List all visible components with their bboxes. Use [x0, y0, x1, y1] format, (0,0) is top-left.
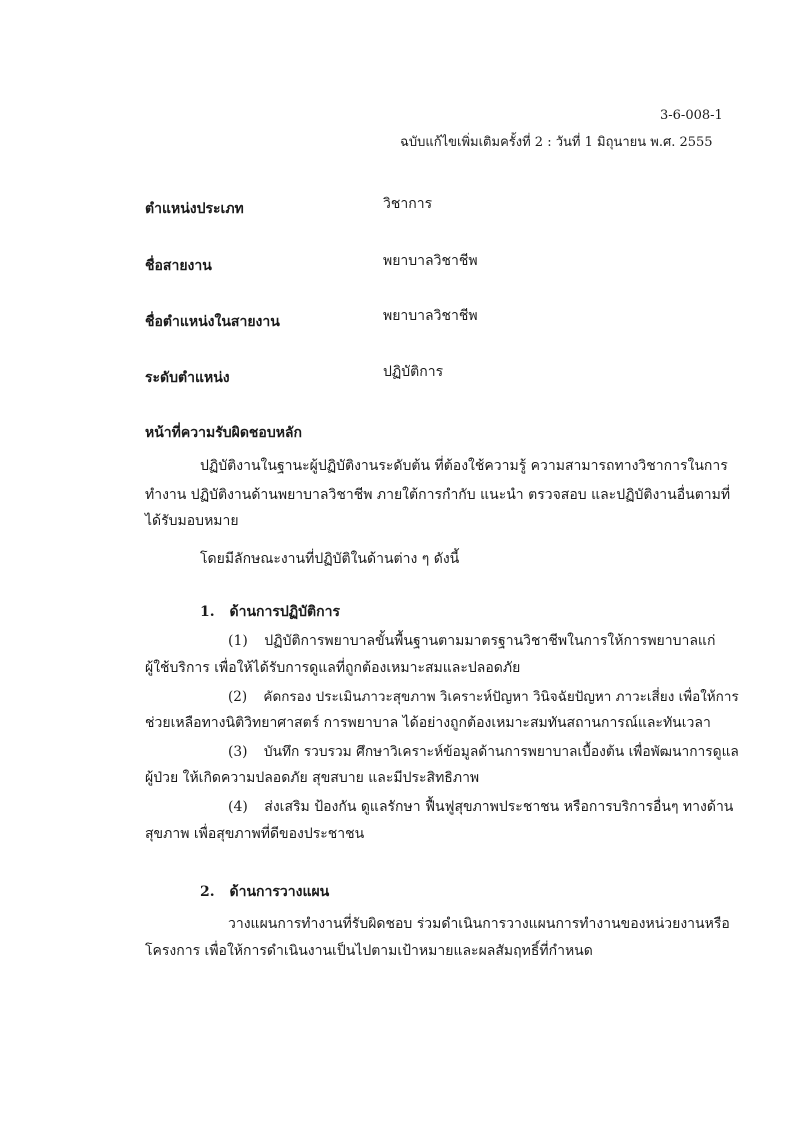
section-2-rest: โครงการ เพื่อให้การดำเนินงานเป็นไปตามเป้าหมายและผลสัมฤทธิ์ที่กำหนด — [145, 943, 593, 959]
item-3-text: บันทึก รวบรวม ศึกษาวิเคราะห์ข้อมูลด้านการพยาบาลเบื้องต้น เพื่อพัฒนาการดูแล — [263, 744, 739, 760]
section-1-heading — [200, 600, 340, 624]
item-2-number: (2) — [228, 689, 248, 705]
field-label-position-title: ชื่อตำแหน่งในสายงาน — [145, 314, 280, 330]
item-3-number: (3) — [228, 744, 248, 760]
item-4-rest: สุขภาพ เพื่อสุขภาพที่ดีของประชาชน — [145, 826, 365, 842]
field-value-position-title: พยาบาลวิชาชีพ — [383, 308, 478, 324]
section-1-title: ด้านการปฏิบัติการ — [229, 604, 341, 620]
section-2-title: ด้านการวางแผน — [229, 884, 330, 900]
document-code: 3-6-008-1 — [660, 108, 723, 123]
intro-line-2: ทำงาน ปฏิบัติงานด้านพยาบาลวิชาชีพ ภายใต้การกำกับ แนะนำ ตรวจสอบ และปฏิบัติงานอื่นตามที่ — [145, 487, 731, 503]
characteristics-line: โดยมีลักษณะงานที่ปฏิบัติในด้านต่าง ๆ ดังนี้ — [200, 551, 460, 567]
field-label-position-type: ตำแหน่งประเภท — [145, 201, 244, 217]
field-label-line-of-work: ชื่อสายงาน — [145, 258, 212, 274]
section-1-number: 1. — [200, 604, 215, 620]
revision-note: ฉบับแก้ไขเพิ่มเติมครั้งที่ 2 : วันที่ 1 มิถุนายน พ.ศ. 2555 — [400, 135, 713, 150]
item-2-first-line — [228, 685, 739, 709]
item-2-text: คัดกรอง ประเมินภาวะสุขภาพ วิเคราะห์ปัญหา วินิจฉัยปัญหา ภาวะเสี่ยง เพื่อให้การ — [263, 689, 739, 705]
section-2-first-line: วางแผนการทำงานที่รับผิดชอบ ร่วมดำเนินการวางแผนการทำงานของหน่วยงานหรือ — [228, 916, 730, 932]
item-4-number: (4) — [228, 799, 248, 815]
section-2-number: 2. — [200, 884, 215, 900]
field-value-line-of-work: พยาบาลวิชาชีพ — [383, 253, 478, 269]
item-4-text: ส่งเสริม ป้องกัน ดูแลรักษา ฟื้นฟูสุขภาพประชาชน หรือการบริการอื่นๆ ทางด้าน — [264, 799, 734, 815]
intro-line-3: ได้รับมอบหมาย — [145, 513, 239, 529]
item-3-rest: ผู้ป่วย ให้เกิดความปลอดภัย สุขสบาย และมีประสิทธิภาพ — [145, 770, 480, 786]
item-4-first-line — [228, 795, 733, 819]
section-2-heading — [200, 880, 329, 904]
item-2-rest: ช่วยเหลือทางนิติวิทยาศาสตร์ การพยาบาล ได้อย่างถูกต้องเหมาะสมทันสถานการณ์และทันเวลา — [145, 715, 711, 731]
item-1-text: ปฏิบัติการพยาบาลขั้นพื้นฐานตามมาตรฐานวิชาชีพในการให้การพยาบาลแก่ — [264, 633, 716, 649]
field-value-position-level: ปฏิบัติการ — [383, 364, 444, 380]
item-1-number: (1) — [228, 633, 248, 649]
item-3-first-line — [228, 740, 739, 764]
main-duties-heading: หน้าที่ความรับผิดชอบหลัก — [145, 425, 302, 441]
field-value-position-type: วิชาการ — [383, 196, 433, 212]
item-1-rest: ผู้ใช้บริการ เพื่อให้ได้รับการดูแลที่ถูกต้องเหมาะสมและปลอดภัย — [145, 660, 521, 676]
field-label-position-level: ระดับตำแหน่ง — [145, 370, 230, 386]
intro-line-1: ปฏิบัติงานในฐานะผู้ปฏิบัติงานระดับต้น ที่ต้องใช้ความรู้ ความสามารถทางวิชาการในการ — [200, 458, 728, 474]
item-1-first-line — [228, 629, 715, 653]
